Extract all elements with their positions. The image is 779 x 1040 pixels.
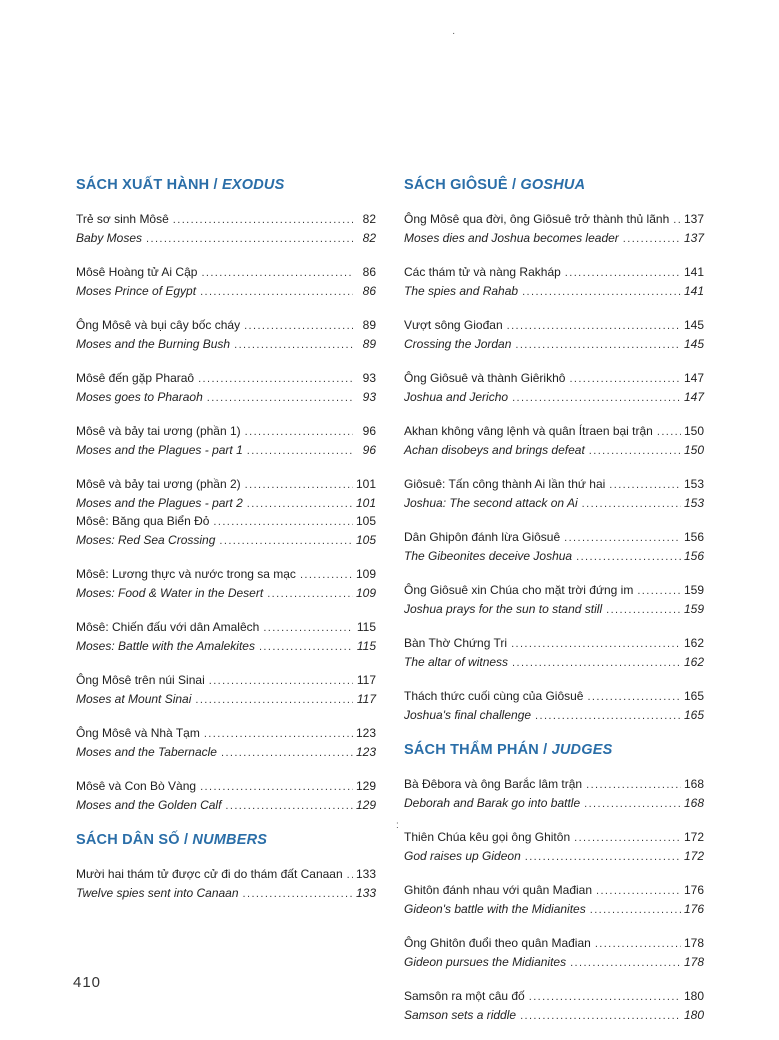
dot-leader	[525, 848, 681, 866]
entry-title: Môsê: Lương thực và nước trong sa mạc	[76, 567, 296, 581]
toc-entry	[404, 881, 704, 918]
toc-line-vi[interactable]	[404, 528, 704, 547]
dot-leader	[347, 866, 353, 884]
toc-line-en[interactable]	[76, 229, 376, 248]
entry-title: Ông Môsê và bụi cây bốc cháy	[76, 318, 241, 332]
entry-title: Moses at Mount Sinai	[76, 691, 192, 706]
right-column	[404, 175, 704, 1040]
toc-line-en[interactable]	[404, 706, 704, 725]
section-title-vi: SÁCH DÂN SỐ	[76, 832, 180, 848]
entry-title: Moses and the Tabernacle	[76, 744, 217, 759]
section-title	[404, 740, 704, 760]
dot-leader	[173, 211, 353, 229]
toc-section	[404, 175, 704, 724]
entry-title: Akhan không vâng lệnh và quân Ítraen bại trận	[404, 424, 653, 438]
scan-speck: ·	[452, 28, 456, 39]
section-title-vi: SÁCH GIÔSUÊ	[404, 177, 508, 193]
dot-leader	[243, 885, 353, 903]
entry-title: Moses: Food & Water in the Desert	[76, 585, 264, 600]
entry-title: Joshua's final challenge	[404, 707, 532, 722]
dot-leader	[267, 585, 353, 603]
page-ref: 162	[683, 654, 704, 669]
toc-section	[76, 175, 376, 814]
toc-section	[404, 740, 704, 1024]
dot-leader	[263, 619, 353, 637]
dot-leader	[529, 988, 681, 1006]
entry-title: Gideon pursues the Midianites	[404, 954, 567, 969]
page-ref: 165	[683, 689, 704, 703]
toc-entry	[404, 316, 704, 353]
entry-title: Trẻ sơ sinh Môsê	[76, 212, 169, 226]
dot-leader	[209, 672, 353, 690]
page-ref: 123	[355, 726, 376, 740]
page-ref: 147	[683, 371, 704, 385]
toc-line-en[interactable]	[76, 584, 376, 603]
section-title	[76, 175, 376, 195]
entry-title: Ông Giôsuê và thành Giêrikhô	[404, 371, 566, 385]
section-title-en: JUDGES	[551, 742, 613, 758]
dot-leader	[564, 529, 681, 547]
dot-leader	[247, 442, 353, 460]
section-title	[404, 175, 704, 195]
dot-leader	[637, 582, 681, 600]
page-ref: 93	[362, 389, 376, 404]
toc-line-vi[interactable]	[76, 475, 376, 494]
dot-leader	[582, 495, 681, 513]
toc-line-en[interactable]	[76, 690, 376, 709]
entry-title: The altar of witness	[404, 654, 509, 669]
page-ref: 129	[355, 797, 376, 812]
toc-line-en[interactable]	[76, 494, 376, 513]
page-ref: 145	[683, 318, 704, 332]
page-ref: 109	[355, 567, 376, 581]
toc-line-vi[interactable]	[76, 618, 376, 637]
page-ref: 96	[362, 442, 376, 457]
page-ref: 86	[362, 283, 376, 298]
page-ref: 137	[683, 212, 704, 226]
page-ref: 129	[355, 779, 376, 793]
page-ref: 93	[362, 371, 376, 385]
toc-line-en[interactable]	[76, 884, 376, 903]
toc-line-vi[interactable]	[76, 316, 376, 335]
page-ref: 168	[683, 795, 704, 810]
page-ref: 153	[683, 495, 704, 510]
page-ref: 162	[683, 636, 704, 650]
toc-line-vi[interactable]	[76, 777, 376, 796]
dot-leader	[146, 230, 353, 248]
dot-leader	[596, 882, 681, 900]
page-ref: 156	[683, 548, 704, 563]
toc-line-en[interactable]	[404, 1006, 704, 1025]
toc-entry	[404, 775, 704, 812]
entry-title: Môsê: Chiến đấu với dân Amalêch	[76, 620, 260, 634]
page-ref: 150	[683, 424, 704, 438]
toc-entry	[404, 475, 704, 512]
page-ref: 89	[362, 318, 376, 332]
toc-line-en[interactable]	[404, 600, 704, 619]
entry-title: Thiên Chúa kêu gọi ông Ghitôn	[404, 830, 571, 844]
entry-title: God raises up Gideon	[404, 848, 521, 863]
entry-title: Giôsuê: Tấn công thành Ai lần thứ hai	[404, 477, 606, 491]
entry-title: The Gibeonites deceive Joshua	[404, 548, 573, 563]
toc-entry	[404, 422, 704, 459]
page-ref: 180	[683, 989, 704, 1003]
toc-line-vi[interactable]	[404, 210, 704, 229]
page-ref: 133	[355, 885, 376, 900]
entry-title: Môsê và bảy tai ương (phần 2)	[76, 477, 241, 491]
dot-leader	[204, 725, 353, 743]
section-title-en: GOSHUA	[520, 177, 586, 193]
entry-title: Samsôn ra một câu đố	[404, 989, 525, 1003]
toc-line-vi[interactable]	[404, 687, 704, 706]
page-ref: 168	[683, 777, 704, 791]
toc-entry	[404, 634, 704, 671]
dot-leader	[623, 230, 681, 248]
page-ref: 176	[683, 883, 704, 897]
page-ref: 105	[355, 532, 376, 547]
toc-entry	[404, 263, 704, 300]
toc-line-en[interactable]	[76, 531, 376, 550]
entry-title: Vượt sông Giođan	[404, 318, 503, 332]
toc-entry	[76, 316, 376, 353]
page-ref: 89	[362, 336, 376, 351]
section-title-separator: /	[538, 742, 552, 758]
entry-title: Deborah and Barak go into battle	[404, 795, 581, 810]
dot-leader	[259, 638, 353, 656]
page-ref: 178	[683, 936, 704, 950]
entry-title: Moses: Red Sea Crossing	[76, 532, 216, 547]
toc-line-vi[interactable]	[404, 475, 704, 494]
toc-entry	[404, 987, 704, 1024]
dot-leader	[512, 654, 681, 672]
toc-line-en[interactable]	[76, 743, 376, 762]
dot-leader	[195, 691, 353, 709]
entry-title: Moses Prince of Egypt	[76, 283, 197, 298]
page-ref: 141	[683, 265, 704, 279]
entry-title: Moses and the Burning Bush	[76, 336, 231, 351]
toc-line-vi[interactable]	[404, 775, 704, 794]
entry-title: Ông Ghitôn đuổi theo quân Mađian	[404, 936, 591, 950]
dot-leader	[234, 336, 353, 354]
toc-entry	[404, 528, 704, 565]
page-ref: 123	[355, 744, 376, 759]
page-ref: 180	[683, 1007, 704, 1022]
toc-line-en[interactable]	[404, 547, 704, 566]
dot-leader	[507, 317, 681, 335]
entry-title: Các thám tử và nàng Rakháp	[404, 265, 561, 279]
dot-leader	[225, 797, 353, 815]
entry-title: Achan disobeys and brings defeat	[404, 442, 585, 457]
section-title-vi: SÁCH XUẤT HÀNH	[76, 177, 210, 193]
page-ref: 172	[683, 830, 704, 844]
toc-line-en[interactable]	[404, 794, 704, 813]
section-title-separator: /	[209, 177, 222, 193]
toc-line-en[interactable]	[404, 653, 704, 672]
toc-line-vi[interactable]	[404, 828, 704, 847]
dot-leader	[213, 513, 353, 531]
entry-title: Twelve spies sent into Canaan	[76, 885, 239, 900]
entry-title: Môsê: Băng qua Biển Đỏ	[76, 514, 210, 528]
dot-leader	[576, 548, 681, 566]
entry-title: Ông Môsê trên núi Sinai	[76, 673, 205, 687]
entry-title: The spies and Rahab	[404, 283, 519, 298]
dot-leader	[245, 423, 353, 441]
page-ref: 147	[683, 389, 704, 404]
page-ref: 165	[683, 707, 704, 722]
toc-entry	[76, 565, 376, 602]
page-ref: 145	[683, 336, 704, 351]
page-ref: 133	[355, 867, 376, 881]
entry-title: Baby Moses	[76, 230, 143, 245]
toc-line-vi[interactable]	[76, 422, 376, 441]
dot-leader	[657, 423, 681, 441]
entry-title: Moses and the Plagues - part 1	[76, 442, 243, 457]
dot-leader	[584, 795, 681, 813]
page-ref: 156	[683, 530, 704, 544]
dot-leader	[247, 495, 353, 513]
toc-entry	[404, 687, 704, 724]
page-ref: 150	[683, 442, 704, 457]
dot-leader	[201, 264, 353, 282]
entry-title: Ghitôn đánh nhau với quân Mađian	[404, 883, 593, 897]
page-ref: 141	[683, 283, 704, 298]
page-ref: 101	[355, 477, 376, 491]
toc-line-vi[interactable]	[76, 565, 376, 584]
entry-title: Joshua and Jericho	[404, 389, 509, 404]
toc-line-vi[interactable]	[404, 634, 704, 653]
section-title-separator: /	[179, 832, 193, 848]
dot-leader	[595, 935, 681, 953]
entry-title: Moses dies and Joshua becomes leader	[404, 230, 619, 245]
toc-entry	[76, 475, 376, 549]
page-ref: 82	[362, 230, 376, 245]
toc-entry	[76, 263, 376, 300]
toc-entry	[76, 210, 376, 247]
toc-line-vi[interactable]	[404, 316, 704, 335]
toc-entry	[404, 828, 704, 865]
toc-line-vi[interactable]	[76, 210, 376, 229]
toc-entry	[76, 777, 376, 814]
dot-leader	[198, 370, 353, 388]
left-column	[76, 175, 376, 918]
toc-line-en[interactable]	[404, 494, 704, 513]
scan-speck: :	[396, 820, 399, 831]
entry-title: Mười hai thám tử được cử đi do thám đất Canaan	[76, 867, 343, 881]
toc-line-vi[interactable]	[404, 369, 704, 388]
toc-entry	[76, 724, 376, 761]
toc-entry	[404, 210, 704, 247]
toc-line-vi[interactable]	[76, 671, 376, 690]
page-ref: 178	[683, 954, 704, 969]
dot-leader	[245, 476, 353, 494]
entry-title: Ông Giôsuê xin Chúa cho mặt trời đứng im	[404, 583, 634, 597]
dot-leader	[244, 317, 353, 335]
section-title-en: NUMBERS	[192, 832, 268, 848]
page-ref: 159	[683, 583, 704, 597]
section-title-vi: SÁCH THẨM PHÁN	[404, 742, 539, 758]
toc-line-vi[interactable]	[76, 512, 376, 531]
dot-leader	[512, 389, 681, 407]
page-ref: 159	[683, 601, 704, 616]
toc-line-vi[interactable]	[404, 987, 704, 1006]
toc-entry	[76, 422, 376, 459]
dot-leader	[587, 688, 681, 706]
section-title-en: EXODUS	[222, 177, 285, 193]
toc-entry	[404, 369, 704, 406]
toc-line-en[interactable]	[76, 282, 376, 301]
entry-title: Samson sets a riddle	[404, 1007, 517, 1022]
page-ref: 137	[683, 230, 704, 245]
toc-line-en[interactable]	[404, 335, 704, 354]
page-ref: 172	[683, 848, 704, 863]
entry-title: Crossing the Jordan	[404, 336, 512, 351]
page-ref: 86	[362, 265, 376, 279]
dot-leader	[673, 211, 681, 229]
toc-line-en[interactable]	[404, 229, 704, 248]
dot-leader	[300, 566, 353, 584]
dot-leader	[565, 264, 681, 282]
dot-leader	[569, 370, 681, 388]
entry-title: Bà Đêbora và ông Barắc lâm trận	[404, 777, 583, 791]
entry-title: Gideon's battle with the Midianites	[404, 901, 586, 916]
toc-line-en[interactable]	[404, 847, 704, 866]
page-ref: 117	[356, 691, 376, 706]
toc-entry	[76, 671, 376, 708]
page-ref: 96	[362, 424, 376, 438]
dot-leader	[200, 778, 353, 796]
entry-title: Joshua: The second attack on Ai	[404, 495, 578, 510]
toc-line-en[interactable]	[404, 441, 704, 460]
toc-entry	[76, 369, 376, 406]
toc-entry	[76, 618, 376, 655]
toc-line-en[interactable]	[76, 335, 376, 354]
dot-leader	[574, 829, 681, 847]
toc-line-en[interactable]	[76, 637, 376, 656]
dot-leader	[586, 776, 681, 794]
dot-leader	[522, 283, 681, 301]
page-ref: 115	[356, 620, 376, 634]
toc-entry	[404, 934, 704, 971]
toc-section	[76, 830, 376, 902]
page-number: 410	[73, 974, 102, 991]
toc-line-vi[interactable]	[404, 934, 704, 953]
toc-line-vi[interactable]	[404, 881, 704, 900]
dot-leader	[511, 635, 681, 653]
entry-title: Ông Môsê qua đời, ông Giôsuê trở thành thủ lãnh	[404, 212, 670, 226]
dot-leader	[520, 1007, 681, 1025]
page-ref: 82	[362, 212, 376, 226]
entry-title: Moses and the Golden Calf	[76, 797, 222, 812]
toc-entry	[404, 581, 704, 618]
entry-title: Môsê và bảy tai ương (phần 1)	[76, 424, 241, 438]
toc-line-vi[interactable]	[76, 724, 376, 743]
dot-leader	[590, 901, 681, 919]
entry-title: Môsê đến gặp Pharaô	[76, 371, 195, 385]
entry-title: Dân Ghipôn đánh lừa Giôsuê	[404, 530, 561, 544]
entry-title: Ông Môsê và Nhà Tạm	[76, 726, 200, 740]
page-ref: 101	[355, 495, 376, 510]
page-ref: 117	[356, 673, 376, 687]
section-title-separator: /	[507, 177, 521, 193]
dot-leader	[589, 442, 681, 460]
toc-entry	[76, 865, 376, 902]
toc-line-vi[interactable]	[76, 263, 376, 282]
toc-line-en[interactable]	[404, 388, 704, 407]
toc-line-en[interactable]	[76, 388, 376, 407]
entry-title: Moses and the Plagues - part 2	[76, 495, 243, 510]
entry-title: Moses: Battle with the Amalekites	[76, 638, 255, 653]
dot-leader	[535, 707, 681, 725]
page-ref: 176	[683, 901, 704, 916]
dot-leader	[570, 954, 681, 972]
page-ref: 105	[355, 514, 376, 528]
dot-leader	[606, 601, 681, 619]
toc-line-en[interactable]	[76, 796, 376, 815]
entry-title: Môsê Hoàng tử Ai Cập	[76, 265, 198, 279]
toc-line-vi[interactable]	[76, 865, 376, 884]
page-ref: 115	[356, 638, 376, 653]
dot-leader	[219, 532, 353, 550]
dot-leader	[609, 476, 681, 494]
dot-leader	[221, 744, 353, 762]
dot-leader	[207, 389, 353, 407]
page-ref: 109	[355, 585, 376, 600]
toc-line-en[interactable]	[404, 282, 704, 301]
toc-line-vi[interactable]	[404, 263, 704, 282]
entry-title: Thách thức cuối cùng của Giôsuê	[404, 689, 584, 703]
dot-leader	[515, 336, 681, 354]
entry-title: Moses goes to Pharaoh	[76, 389, 203, 404]
dot-leader	[200, 283, 353, 301]
page-ref: 153	[683, 477, 704, 491]
toc-line-vi[interactable]	[76, 369, 376, 388]
section-title	[76, 830, 376, 850]
entry-title: Môsê và Con Bò Vàng	[76, 779, 197, 793]
entry-title: Joshua prays for the sun to stand still	[404, 601, 603, 616]
toc-line-en[interactable]	[404, 953, 704, 972]
toc-line-en[interactable]	[76, 441, 376, 460]
toc-line-vi[interactable]	[404, 581, 704, 600]
entry-title: Bàn Thờ Chứng Tri	[404, 636, 508, 650]
toc-line-vi[interactable]	[404, 422, 704, 441]
toc-line-en[interactable]	[404, 900, 704, 919]
